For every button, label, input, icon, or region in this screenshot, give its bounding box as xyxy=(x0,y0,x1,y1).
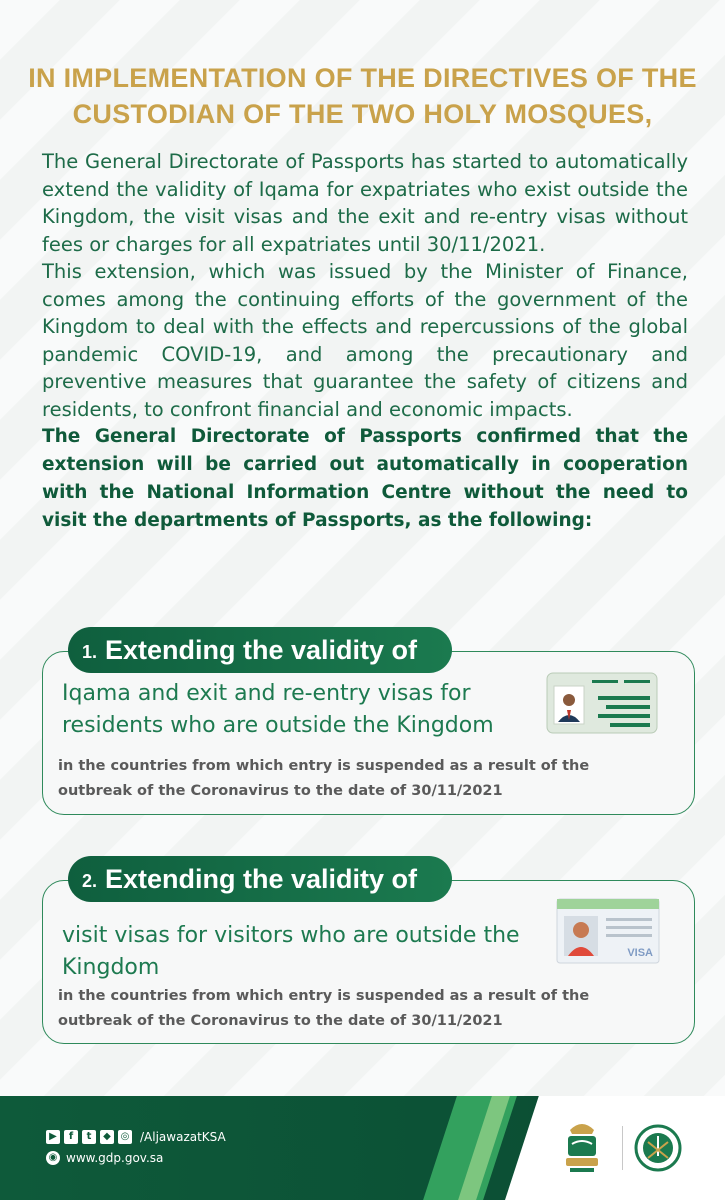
paragraph-2: This extension, which was issued by the Minister of Finance, comes among the continuing efforts of the government of the Kingdom to deal with the effects and repercussions of the global pandemic COVID-19, and among the precautionary and preventive measures that guarantee the safety of citizens and residents, to confront financial and economic impacts. xyxy=(42,260,688,421)
intro-text xyxy=(42,148,688,535)
ministry-emblem-icon xyxy=(634,1122,682,1174)
logo-divider xyxy=(622,1126,623,1170)
iqama-card-icon xyxy=(546,672,658,734)
item-note-1: in the countries from which entry is suspended as a result of the outbreak of the Coronavirus to the date of 30/11/2021 xyxy=(58,758,590,799)
paragraph-3: The General Directorate of Passports confirmed that the extension will be carried out automatically in cooperation with the National Information Centre without the need to visit the departments of Passports, as the following: xyxy=(42,426,688,531)
globe-icon: ◉ xyxy=(46,1151,60,1165)
footer-bar xyxy=(0,1096,725,1200)
item-title-2: visit visas for visitors who are outside the Kingdom xyxy=(62,923,520,980)
instagram-icon[interactable]: ◎ xyxy=(118,1130,132,1144)
youtube-icon[interactable]: ▶ xyxy=(46,1130,60,1144)
website-link[interactable] xyxy=(46,1151,163,1165)
footer-logo-panel xyxy=(505,1096,725,1200)
social-handle[interactable]: /AljawazatKSA xyxy=(140,1130,226,1144)
website-url[interactable]: www.gdp.gov.sa xyxy=(66,1151,164,1165)
facebook-icon[interactable]: f xyxy=(64,1130,78,1144)
item-title-1: Iqama and exit and re-entry visas for residents who are outside the Kingdom xyxy=(62,681,494,738)
item-pill-1 xyxy=(68,627,452,673)
passports-logo-icon xyxy=(560,1118,604,1174)
item-pill-title: Extending the validity of xyxy=(105,634,418,665)
item-number: 1. xyxy=(82,641,98,662)
item-pill-2 xyxy=(68,856,452,902)
snapchat-icon[interactable]: ◆ xyxy=(100,1130,114,1144)
paragraph-1: The General Directorate of Passports has started to automatically extend the validity of Iqama for expatriates who exist outside the Kingdom, the visit visas and the exit and re-entry visas without fees or charges for all expatriates until 30/11/2021. xyxy=(42,150,688,256)
item-note-2: in the countries from which entry is suspended as a result of the outbreak of the Coronavirus to the date of 30/11/2021 xyxy=(58,988,590,1029)
visa-label: VISA xyxy=(627,947,653,959)
visa-card-icon xyxy=(556,898,660,964)
item-number: 2. xyxy=(82,870,98,891)
twitter-icon[interactable]: t xyxy=(82,1130,96,1144)
headline: IN IMPLEMENTATION OF THE DIRECTIVES OF THE CUSTODIAN OF THE TWO HOLY MOSQUES, xyxy=(28,63,697,129)
item-pill-title: Extending the validity of xyxy=(105,863,418,894)
social-links xyxy=(46,1130,226,1144)
